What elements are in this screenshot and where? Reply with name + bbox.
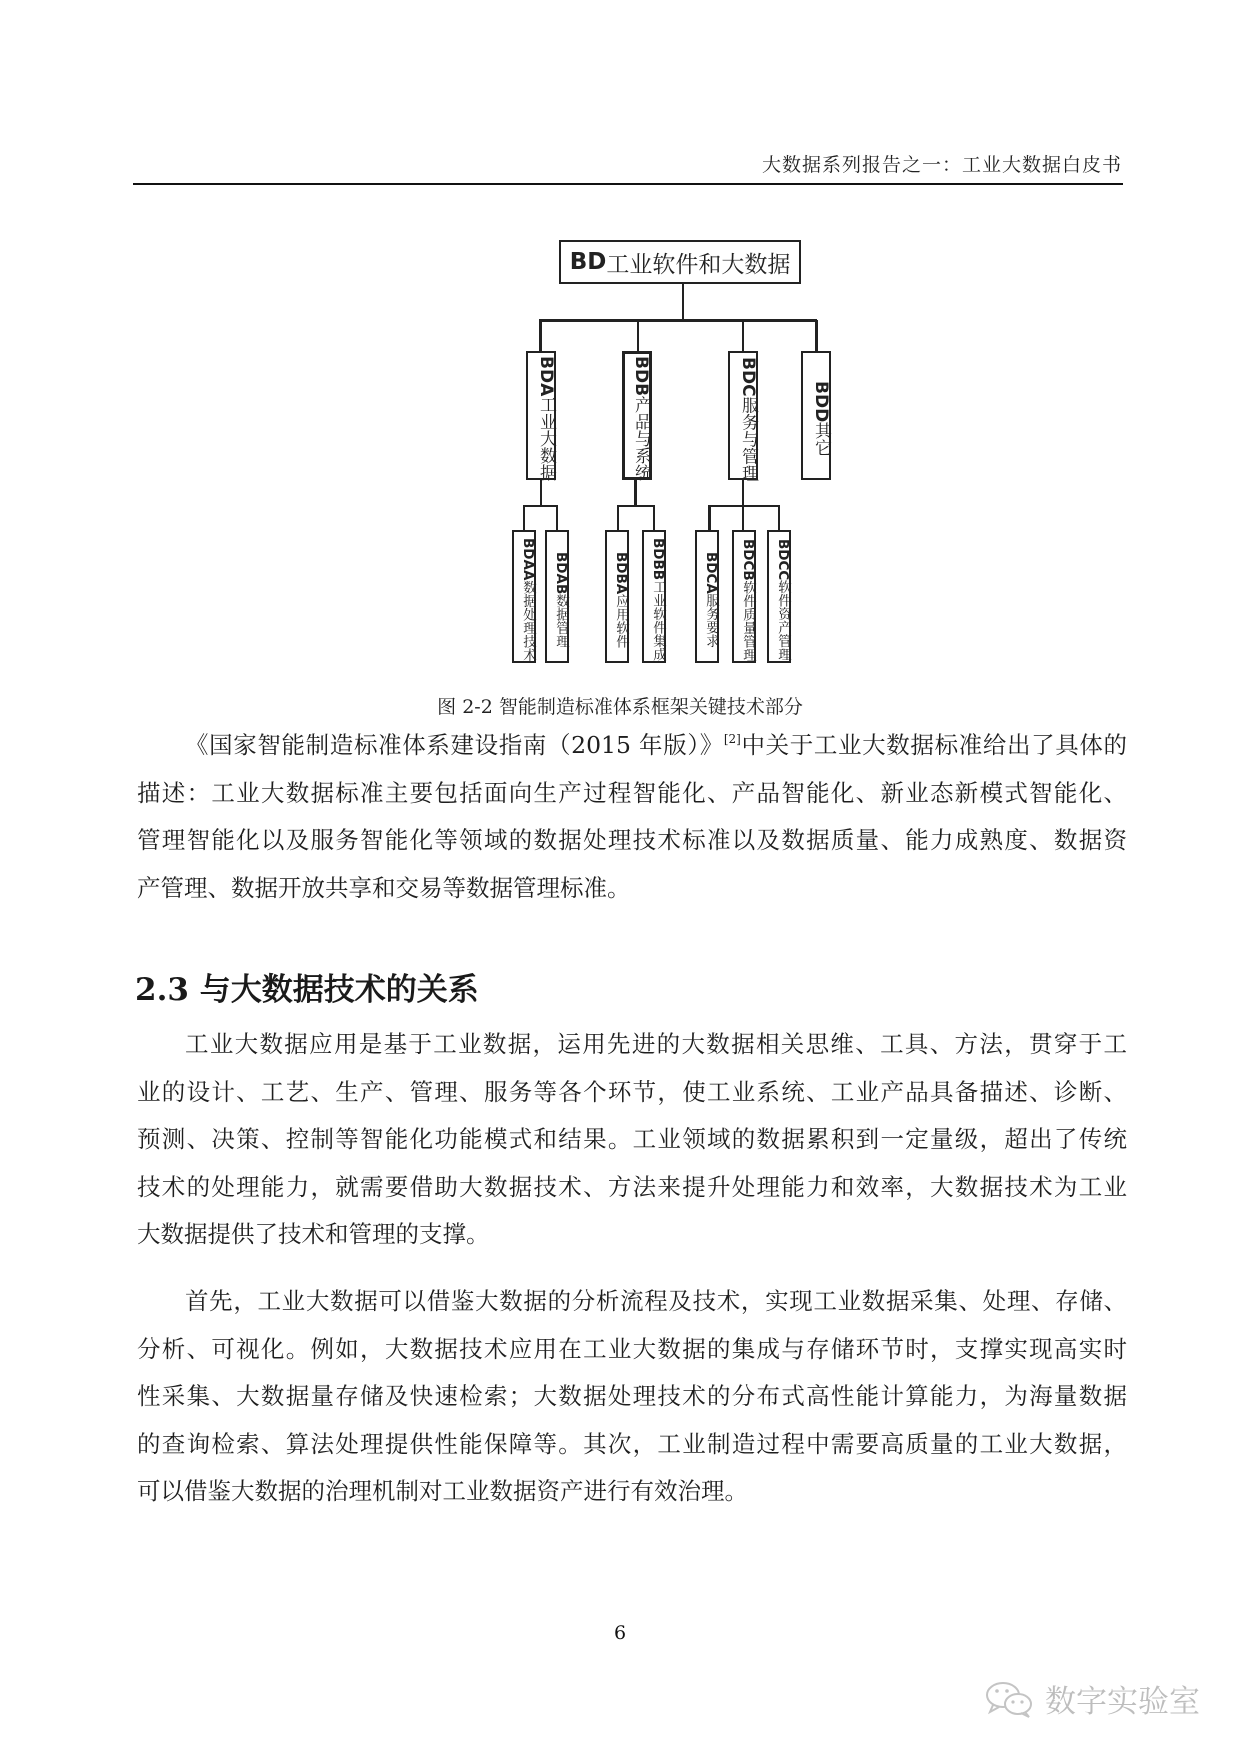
- paragraph-line: 预测、决策、控制等智能化功能模式和结果。工业领域的数据累积到一定量级，超出了传统: [137, 1125, 1127, 1153]
- connector-bda: [539, 320, 542, 351]
- connector-bdaa: [523, 505, 525, 530]
- section-title: 与大数据技术的关系: [199, 972, 479, 1008]
- connector-root-down: [682, 284, 684, 320]
- node-code: BDAB: [553, 551, 569, 595]
- node-code: BDCA: [703, 552, 719, 594]
- paragraph-relationship: [137, 1021, 1127, 1259]
- diagram-node-bdc: [728, 351, 758, 480]
- paragraph-line: 性采集、大数据量存储及快速检索；大数据处理技术的分布式高性能计算能力，为海量数据: [137, 1382, 1127, 1410]
- connector-bdb-bus: [617, 505, 654, 507]
- node-label: 工业大数据: [536, 396, 556, 482]
- node-label: 产品与系统: [631, 396, 651, 482]
- citation-reference[interactable]: [2]: [723, 732, 741, 746]
- diagram-node-bdcb: [732, 530, 756, 663]
- connector-bdc-bus: [708, 505, 780, 507]
- paragraph-line: 管理智能化以及服务智能化等领域的数据处理技术标准以及数据质量、能力成熟度、数据资: [137, 826, 1127, 854]
- node-code: BDC: [738, 356, 758, 397]
- paragraph-line: 业的设计、工艺、生产、管理、服务等各个环节，使工业系统、工业产品具备描述、诊断、: [137, 1077, 1127, 1106]
- connector-bdd: [815, 320, 818, 351]
- paragraph-line: 分析、可视化。例如，大数据技术应用在工业大数据的集成与存储环节时，支撑实现高实时: [137, 1334, 1127, 1363]
- paragraph-line: [137, 722, 1127, 770]
- node-label: 数据管理: [553, 594, 569, 649]
- node-label: 工业软件集成: [650, 580, 666, 662]
- diagram-node-bdbb: [642, 530, 666, 663]
- node-code: BDBA: [613, 551, 629, 595]
- paragraph-line: 的查询检索、算法处理提供性能保障等。其次，工业制造过程中需要高质量的工业大数据，: [137, 1429, 1127, 1458]
- connector-bdc-down: [742, 480, 744, 506]
- section-number: 2.3: [135, 972, 189, 1008]
- diagram-node-bdba: [605, 530, 629, 663]
- paragraph-line: 大数据提供了技术和管理的支撑。: [137, 1220, 490, 1248]
- paragraph-line: 首先，工业大数据可以借鉴大数据的分析流程及技术，实现工业数据采集、处理、存储、: [185, 1287, 1127, 1315]
- paragraph-line: 技术的处理能力，就需要借助大数据技术、方法来提升处理能力和效率，大数据技术为工业: [137, 1172, 1127, 1201]
- node-label: 应用软件: [613, 594, 629, 649]
- watermark-text: 数字实验室: [1045, 1684, 1200, 1720]
- wechat-icon: [985, 1680, 1035, 1718]
- node-label: 服务要求: [703, 593, 719, 648]
- paragraph-line: 产管理、数据开放共享和交易等数据管理标准。: [137, 873, 631, 902]
- diagram-node-bdcc: [767, 530, 791, 663]
- paragraph-line: 可以借鉴大数据的治理机制对工业数据资产进行有效治理。: [137, 1477, 748, 1505]
- node-code: BD: [569, 249, 607, 275]
- paragraph-line: 工业大数据应用是基于工业数据，运用先进的大数据相关思维、工具、方法，贯穿于工: [185, 1030, 1127, 1058]
- paragraph-standards-description: [137, 722, 1127, 912]
- node-label: 软件质量管理: [740, 580, 756, 662]
- node-label: 其它: [811, 422, 831, 457]
- connector-level2-bus: [539, 319, 817, 322]
- node-code: BDAA: [520, 538, 536, 581]
- connector-bdc: [742, 320, 744, 351]
- connector-bdb: [637, 320, 639, 351]
- connector-bdcc: [778, 505, 780, 530]
- running-header-title: 大数据系列报告之一：工业大数据白皮书: [761, 154, 1122, 176]
- connector-bdca: [708, 505, 711, 530]
- connector-bda-down: [540, 480, 542, 506]
- node-code: BDD: [811, 381, 831, 423]
- watermark: [985, 1676, 1200, 1721]
- diagram-node-bdd: [801, 351, 831, 480]
- paragraph-first-second: [137, 1278, 1127, 1516]
- node-label: 服务与管理: [738, 396, 758, 482]
- section-heading: [135, 964, 479, 1009]
- connector-bdba: [617, 505, 619, 530]
- diagram-node-bdab: [545, 530, 569, 663]
- paragraph-line-text: 中关于工业大数据标准给出了具体的: [740, 731, 1128, 759]
- standards-framework-diagram: [0, 0, 1240, 700]
- node-code: BDCB: [740, 538, 756, 581]
- connector-bdab: [556, 505, 558, 530]
- node-label: 数据处理技术: [520, 580, 536, 662]
- diagram-root-node: [559, 240, 801, 284]
- connector-bdbb: [653, 505, 655, 530]
- paragraph-line: 描述：工业大数据标准主要包括面向生产过程智能化、产品智能化、新业态新模式智能化、: [137, 778, 1127, 807]
- node-code: BDBB: [650, 538, 666, 581]
- diagram-node-bdb: [622, 351, 652, 480]
- connector-bdcb: [742, 505, 744, 530]
- connector-bda-bus: [523, 505, 558, 507]
- node-code: BDCC: [775, 538, 791, 581]
- node-label: 工业软件和大数据: [606, 251, 791, 278]
- diagram-node-bdca: [695, 530, 719, 663]
- connector-bdb-down: [634, 480, 637, 506]
- node-label: 软件资产管理: [775, 580, 791, 662]
- node-code: BDA: [536, 356, 556, 397]
- diagram-node-bdaa: [512, 530, 536, 663]
- node-code: BDB: [631, 356, 651, 397]
- figure-caption: 图 2-2 智能制造标准体系框架关键技术部分: [437, 696, 803, 718]
- page-number: 6: [613, 1622, 627, 1644]
- diagram-node-bda: [526, 351, 556, 480]
- citation-title: 《国家智能制造标准体系建设指南（2015 年版）》: [185, 731, 724, 759]
